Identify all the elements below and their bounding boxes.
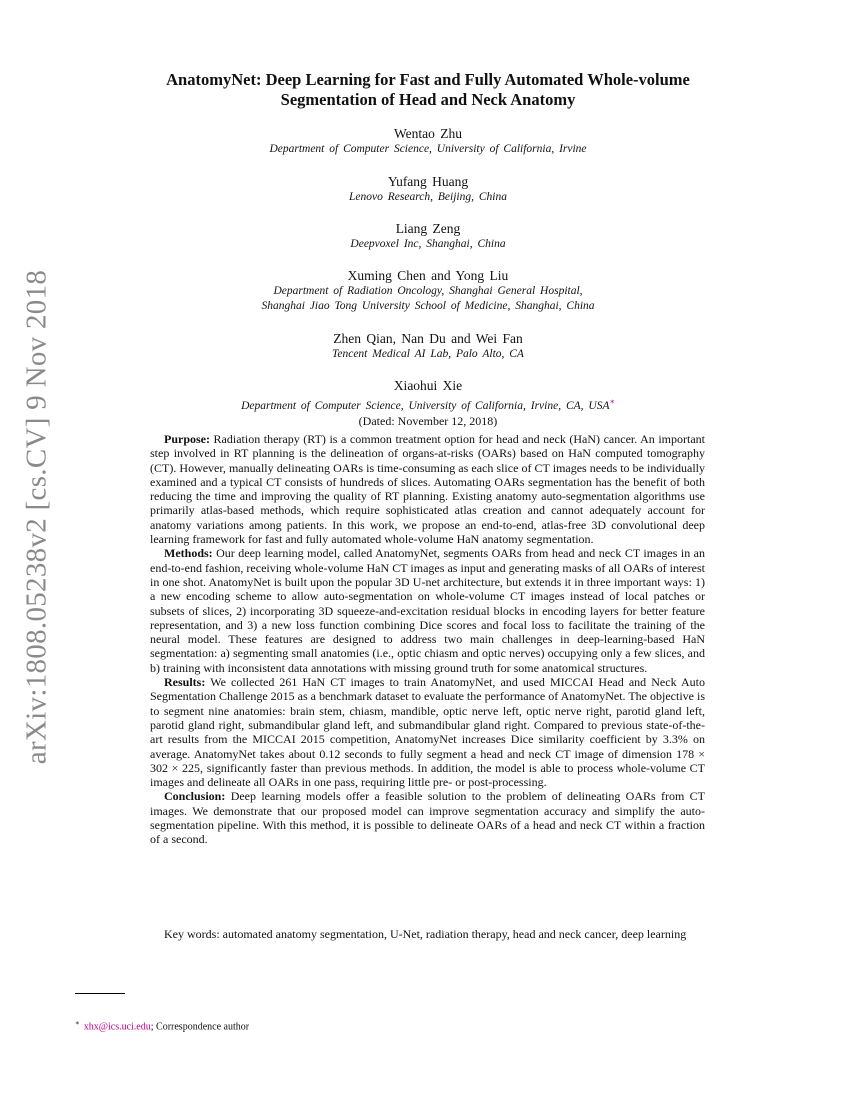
author-affiliation: Tencent Medical AI Lab, Palo Alto, CA — [332, 348, 524, 360]
purpose-text: Radiation therapy (RT) is a common treatment option for head and neck (HaN) cancer. An important step involved in RT planning is the delineation of organs-at-risks (OARs) based on HaN computed tomography (CT). However, manually delineating OARs is time-consuming as each slice of CT images needs to be individually examined and a typical CT consists of hundreds of slices. Automating OARs segmentation has the benefit of both reducing the time and improving the quality of RT planning. Existing anatomy auto-segmentation algorithms use primarily atlas-based methods, which require sophisticated atlas creation and cannot adequately account for anatomy variations among patients. In this work, we propose an end-to-end, atlas-free 3D convolutional deep learning framework for fast and fully automated whole-volume HaN anatomy segmentation. — [150, 432, 705, 547]
author-affiliation: Lenovo Research, Beijing, China — [349, 191, 507, 203]
affiliation-text: Department of Computer Science, University of California, Irvine, CA, USA — [241, 399, 610, 412]
author-block-5 — [150, 331, 706, 362]
abstract-purpose — [150, 432, 705, 546]
author-affiliation — [150, 394, 706, 414]
author-name: Wentao Zhu — [393, 126, 463, 141]
abstract — [150, 432, 705, 847]
author-name: Xuming Chen and Yong Liu — [347, 268, 509, 283]
arxiv-identifier: arXiv:1808.05238v2 [cs.CV] 9 Nov 2018 — [20, 269, 53, 765]
author-affiliation: Department of Radiation Oncology, Shanghai General Hospital, — [273, 285, 583, 297]
results-text: We collected 261 HaN CT images to train AnatomyNet, and used MICCAI Head and Neck Auto Segmentation Challenge 2015 as a benchmark dataset to evaluate the performance of AnatomyNet. The objective is to segment nine anatomies: brain stem, chiasm, mandible, optic nerve left, optic nerve right, parotid gland left, parotid gland right, submandibular gland left, and submandibular gland right. Compared to previous state-of-the-art results from the MICCAI 2015 competition, AnatomyNet increases Dice similarity coefficient by 3.3% on average. AnatomyNet takes about 0.12 seconds to fully segment a head and neck CT image of dimension 178 × 302 × 225, significantly faster than previous methods. In addition, the model is able to process whole-volume CT images and delineate all OARs in one pass, requiring little pre- or post-processing. — [150, 675, 705, 790]
author-block-6 — [150, 378, 706, 429]
author-block-1 — [150, 126, 706, 157]
results-label: Results: — [164, 675, 206, 690]
footnote-link-mark[interactable]: ∗ — [609, 397, 615, 406]
footnote-text: ; Correspondence author — [150, 1021, 250, 1033]
conclusion-text: Deep learning models offer a feasible solution to the problem of delineating OARs from CT images. We demonstrate that our proposed model can improve segmentation accuracy and simplify the auto-segmentation pipeline. With this method, it is possible to delineate OARs of a head and neck CT within a fraction of a second. — [150, 789, 705, 847]
email-link[interactable]: xhx@ics.uci.edu — [83, 1021, 151, 1033]
title-line-2: Segmentation of Head and Neck Anatomy — [280, 90, 576, 109]
footnote-divider — [75, 993, 125, 994]
abstract-conclusion — [150, 789, 705, 846]
abstract-methods — [150, 546, 705, 675]
author-affiliation-line-2: Shanghai Jiao Tong University School of Medicine, Shanghai, China — [261, 300, 595, 312]
conclusion-label: Conclusion: — [164, 789, 226, 804]
title-line-1: AnatomyNet: Deep Learning for Fast and Fully Automated Whole-volume — [166, 70, 690, 89]
author-block-3 — [150, 221, 706, 252]
author-name: Liang Zeng — [395, 221, 461, 236]
footnote-mark: ∗ — [75, 1019, 80, 1027]
keywords — [150, 927, 705, 942]
author-affiliation: Department of Computer Science, University of California, Irvine — [269, 143, 587, 155]
author-name: Zhen Qian, Nan Du and Wei Fan — [333, 331, 523, 346]
author-name: Xiaohui Xie — [393, 378, 463, 393]
dated-line: (Dated: November 12, 2018) — [358, 413, 498, 428]
keywords-text: Key words: automated anatomy segmentation, U-Net, radiation therapy, head and neck cancer, deep learning — [164, 927, 687, 941]
methods-label: Methods: — [164, 546, 213, 561]
purpose-label: Purpose: — [164, 432, 210, 446]
author-name: Yufang Huang — [387, 174, 469, 189]
footnote — [75, 1017, 249, 1033]
author-block-2 — [150, 174, 706, 205]
methods-text: Our deep learning model, called AnatomyNet, segments OARs from head and neck CT images in an end-to-end fashion, receiving whole-volume HaN CT images as input and generating masks of all OARs of interest in one shot. AnatomyNet is built upon the popular 3D U-net architecture, but extends it in three important ways: 1) a new encoding scheme to allow auto-segmentation on whole-volume CT images instead of local patches or subsets of slices, 2) incorporating 3D squeeze-and-excitation residual blocks in encoding layers for better feature representation, and 3) a new loss function combining Dice scores and focal loss to facilitate the training of the neural model. These features are designed to address two main challenges in deep-learning-based HaN segmentation: a) segmenting small anatomies (i.e., optic chiasm and optic nerves) occupying only a few slices, and b) training with inconsistent data annotations with missing ground truth for some anatomical structures. — [150, 546, 705, 675]
paper-title — [100, 70, 756, 110]
author-affiliation: Deepvoxel Inc, Shanghai, China — [350, 238, 506, 250]
abstract-results — [150, 675, 705, 789]
author-block-4 — [150, 268, 706, 314]
